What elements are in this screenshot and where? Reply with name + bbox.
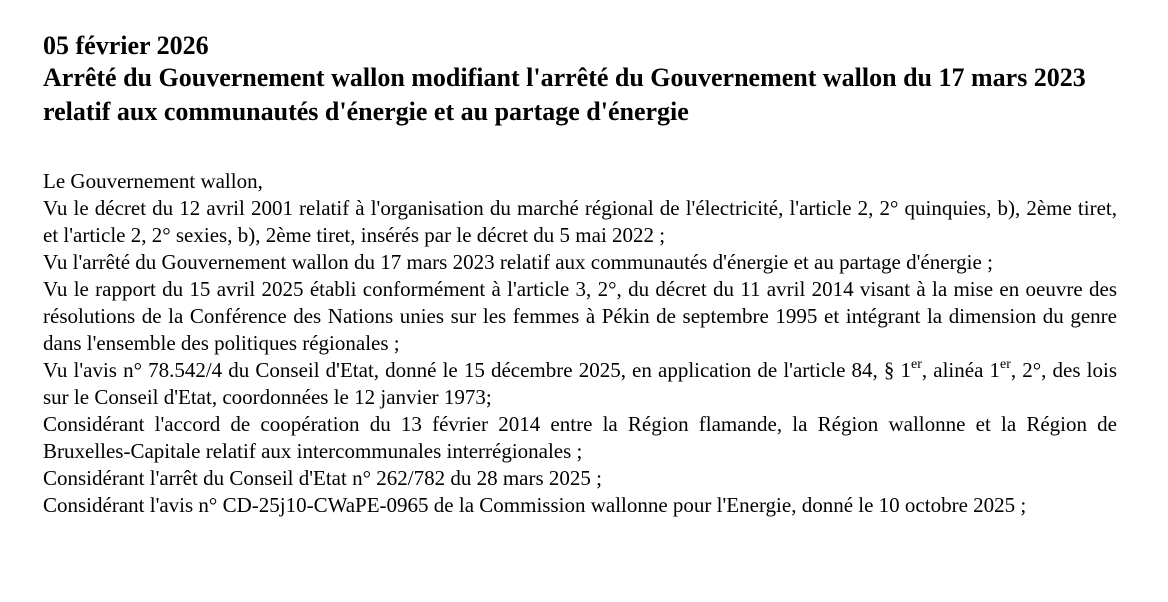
paragraph-avis-cwape: Considérant l'avis n° CD-25j10-CWaPE-0965 de la Commission wallonne pour l'Energie, donné le 10 octobre 2025 ;	[43, 493, 1027, 517]
superscript-er-2: er	[1000, 357, 1011, 372]
document-page	[43, 30, 1117, 519]
paragraph-decret-2001: Vu le décret du 12 avril 2001 relatif à l'organisation du marché régional de l'électricité, l'article 2, 2° quinquies, b), 2ème tiret, et l'article 2, 2° sexies, b), 2ème tiret, insérés par le décret du 5 mai 2022 ;	[43, 196, 1117, 247]
avis-text-part-1: Vu l'avis n° 78.542/4 du Conseil d'Etat, donné le 15 décembre 2025, en application de l'article 84, § 1	[43, 358, 912, 382]
paragraph-rapport-2025: Vu le rapport du 15 avril 2025 établi conformément à l'article 3, 2°, du décret du 11 avril 2014 visant à la mise en oeuvre des résolutions de la Conférence des Nations unies sur les femmes à Pékin de septembre 1995 et intégrant la dimension du genre dans l'ensemble des politiques régionales ;	[43, 277, 1117, 355]
paragraph-arrete-2023: Vu l'arrêté du Gouvernement wallon du 17 mars 2023 relatif aux communautés d'énergie et au partage d'énergie ;	[43, 250, 993, 274]
avis-text-part-2: , alinéa 1	[921, 358, 1001, 382]
avis-text-part-3: , 2°, des lois sur le Conseil d'Etat, coordonnées le 12 janvier 1973;	[43, 358, 1117, 409]
paragraph-avis-conseil-etat	[43, 357, 1117, 411]
paragraph-accord-cooperation: Considérant l'accord de coopération du 13 février 2014 entre la Région flamande, la Région wallonne et la Région de Bruxelles-Capitale relatif aux intercommunales interrégionales ;	[43, 412, 1117, 463]
superscript-er-1: er	[911, 357, 922, 372]
document-date: 05 février 2026	[43, 31, 209, 60]
document-title: Arrêté du Gouvernement wallon modifiant l'arrêté du Gouvernement wallon du 17 mars 2023 relatif aux communautés d'énergie et au partage d'énergie	[43, 63, 1086, 126]
paragraph-arret-conseil-etat: Considérant l'arrêt du Conseil d'Etat n° 262/782 du 28 mars 2025 ;	[43, 466, 602, 490]
intro-paragraph: Le Gouvernement wallon,	[43, 169, 263, 193]
document-body	[43, 168, 1117, 519]
